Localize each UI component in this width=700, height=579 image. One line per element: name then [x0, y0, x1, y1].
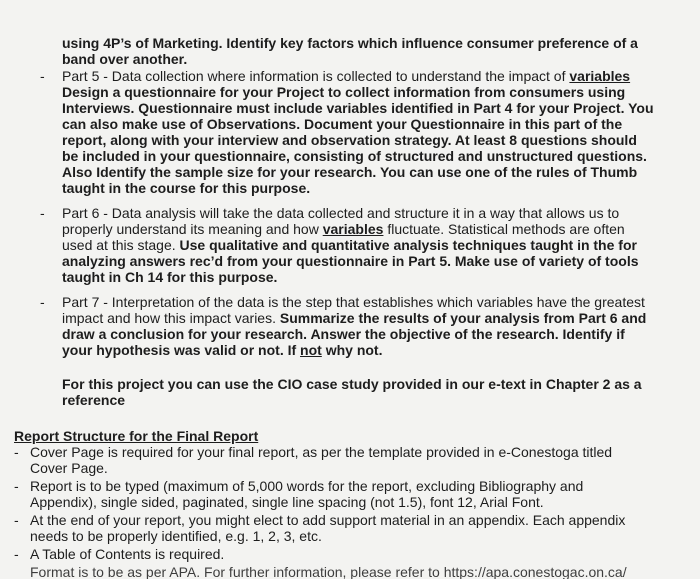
- part5-lead-text: Part 5 - Data collection where information is collected to understand the impact of: [62, 68, 570, 84]
- report-cut-line: Format is to be as per APA. For further information, please refer to https://apa.conestogac.on.ca/: [30, 564, 627, 579]
- report-heading: Report Structure for the Final Report: [14, 428, 259, 444]
- bullet-dash: -: [14, 478, 19, 494]
- part7-line-4: [62, 342, 382, 358]
- bullet-dash: -: [40, 294, 45, 310]
- bullet-dash: -: [40, 68, 45, 84]
- part6-line: analyzing answers rec’d from your questionnaire in Part 5. Make use of variety of tools: [62, 253, 639, 269]
- part6-line-2-post: fluctuate. Statistical methods are often: [383, 221, 625, 237]
- part5-lead: [62, 68, 630, 84]
- report-item-line: A Table of Contents is required.: [30, 546, 225, 562]
- bullet-dash: -: [40, 205, 45, 221]
- part5-line: taught in the course for this purpose.: [62, 180, 311, 196]
- bullet-dash: -: [14, 546, 19, 562]
- part5-line: Interviews. Questionnaire must include variables identified in Part 4 for your Project. You: [62, 100, 654, 116]
- part7-line-4-post: why not.: [321, 342, 383, 358]
- part6-line-2: [62, 221, 625, 237]
- part6-line-3: [62, 237, 637, 253]
- part7-line-2-pre: impact and how this impact varies.: [62, 310, 280, 326]
- report-item-line: Cover Page.: [30, 460, 108, 476]
- bullet-dash: -: [14, 512, 19, 528]
- report-item-line: At the end of your report, you might elect to add support material in an appendix. Each appendix: [30, 512, 626, 528]
- cio-line-2: reference: [62, 392, 126, 408]
- part7-line-1: Part 7 - Interpretation of the data is the step that establishes which variables have the greatest: [62, 294, 645, 310]
- part6-line-2-pre: properly understand its meaning and how: [62, 221, 323, 237]
- report-item-line: Cover Page is required for your final report, as per the template provided in e-Conestoga titled: [30, 444, 613, 460]
- part7-line-3: draw a conclusion for your research. Answer the objective of the research. Identify if: [62, 326, 625, 342]
- intro-line-1: using 4P’s of Marketing. Identify key factors which influence consumer preference of a: [62, 35, 638, 51]
- report-item-line: needs to be properly identified, e.g. 1, 2, 3, etc.: [30, 528, 322, 544]
- part5-keyword: variables: [569, 68, 631, 84]
- report-item-line: Report is to be typed (maximum of 5,000 words for the report, excluding Bibliography and: [30, 478, 584, 494]
- part7-keyword: not: [300, 342, 322, 358]
- part6-line-1: Part 6 - Data analysis will take the data collected and structure it in a way that allows us to: [62, 205, 620, 221]
- part5-line: Also Identify the sample size for your research. You can use one of the rules of Thumb: [62, 164, 638, 180]
- intro-line-2: band over another.: [62, 51, 188, 67]
- part7-line-2-bold: Summarize the results of your analysis from Part 6 and: [279, 310, 647, 326]
- part6-line-3-bold: Use qualitative and quantitative analysis techniques taught in the for: [179, 237, 637, 253]
- bullet-dash: -: [14, 444, 19, 460]
- part6-line: taught in Ch 14 for this purpose.: [62, 269, 278, 285]
- part6-line-3-pre: used at this stage.: [62, 237, 180, 253]
- part7-line-4-pre: your hypothesis was valid or not. If: [62, 342, 301, 358]
- part5-line: report, along with your interview and observation strategy. At least 8 questions should: [62, 132, 637, 148]
- part5-line: be included in your questionnaire, consisting of structured and unstructured questions.: [62, 148, 647, 164]
- part5-line: can also make use of Observations. Document your Questionnaire in this part of the: [62, 116, 623, 132]
- part7-line-2: [62, 310, 646, 326]
- part6-keyword: variables: [322, 221, 384, 237]
- cio-line-1: For this project you can use the CIO case study provided in our e-text in Chapter 2 as a: [62, 376, 642, 392]
- part5-line: Design a questionnaire for your Project to collect information from consumers using: [62, 84, 626, 100]
- report-item-line: Appendix), single sided, paginated, single line spacing (not 1.5), font 12, Arial Font.: [30, 494, 544, 510]
